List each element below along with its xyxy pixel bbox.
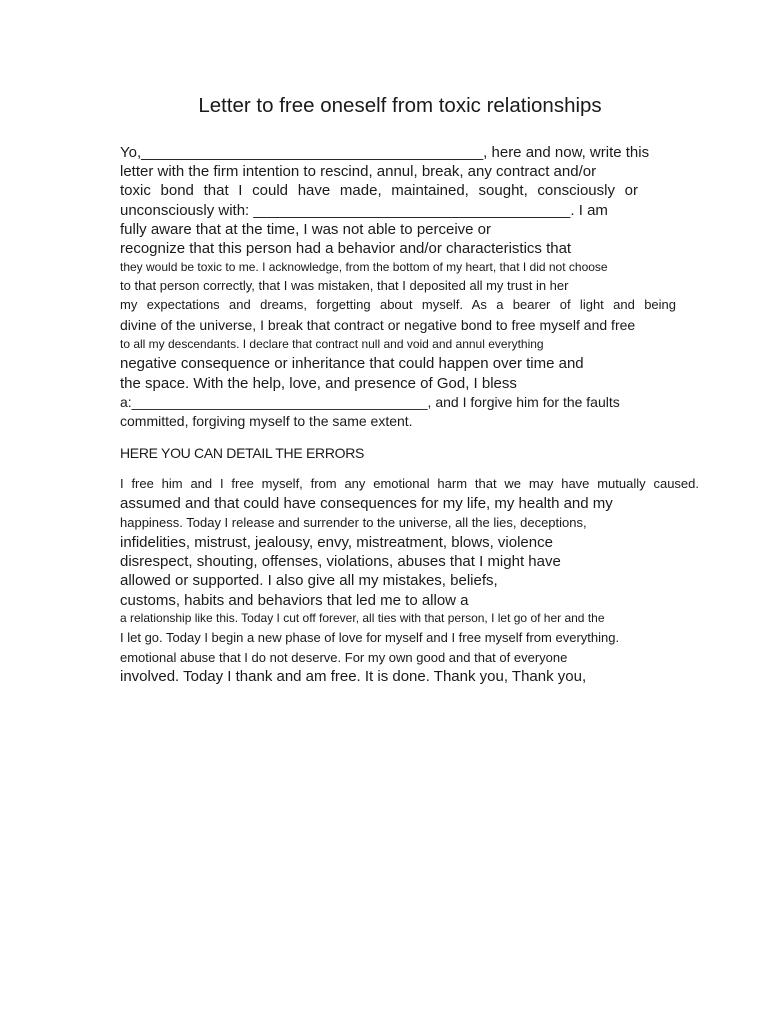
paragraph-line: disrespect, shouting, offenses, violations, abuses that I might have	[120, 553, 561, 570]
paragraph-line: a relationship like this. Today I cut off forever, all ties with that person, I let go of her and the	[120, 611, 605, 625]
paragraph-line: allowed or supported. I also give all my mistakes, beliefs,	[120, 572, 498, 589]
paragraph-line: assumed and that could have consequences for my life, my health and my	[120, 495, 613, 512]
paragraph-line: involved. Today I thank and am free. It is done. Thank you, Thank you,	[120, 668, 587, 685]
paragraph-line: infidelities, mistrust, jealousy, envy, mistreatment, blows, violence	[120, 534, 553, 551]
paragraph-line: they would be toxic to me. I acknowledge, from the bottom of my heart, that I did not choose	[120, 260, 608, 274]
paragraph-line: unconsciously with: ______________________________________. I am	[120, 202, 608, 219]
document-title: Letter to free oneself from toxic relationships	[198, 94, 602, 117]
paragraph-line: customs, habits and behaviors that led me to allow a	[120, 592, 469, 609]
paragraph-line: Yo,_________________________________________, here and now, write this	[120, 144, 650, 161]
paragraph-line: negative consequence or inheritance that could happen over time and	[120, 355, 584, 372]
paragraph-line: I let go. Today I begin a new phase of love for myself and I free myself from everything.	[120, 630, 620, 645]
paragraph-line: a:______________________________________, and I forgive him for the faults	[120, 394, 620, 410]
paragraph-line: the space. With the help, love, and presence of God, I bless	[120, 375, 517, 392]
paragraph-line: to that person correctly, that I was mistaken, that I deposited all my trust in her	[120, 278, 569, 293]
paragraph-line: emotional abuse that I do not deserve. For my own good and that of everyone	[120, 650, 568, 665]
paragraph-line: I free him and I free myself, from any emotional harm that we may have mutually caused.	[120, 476, 699, 491]
paragraph-line: toxic bond that I could have made, maintained, sought, consciously or	[120, 182, 638, 199]
paragraph-line: happiness. Today I release and surrender to the universe, all the lies, deceptions,	[120, 515, 587, 530]
paragraph-line: recognize that this person had a behavior and/or characteristics that	[120, 240, 572, 257]
paragraph-line: my expectations and dreams, forgetting about myself. As a bearer of light and being	[120, 297, 676, 312]
paragraph-line: divine of the universe, I break that contract or negative bond to free myself and free	[120, 317, 636, 333]
paragraph-line: fully aware that at the time, I was not able to perceive or	[120, 221, 492, 238]
paragraph-line: letter with the firm intention to rescind, annul, break, any contract and/or	[120, 163, 597, 180]
paragraph-line: to all my descendants. I declare that contract null and void and annul everything	[120, 337, 544, 351]
errors-heading: HERE YOU CAN DETAIL THE ERRORS	[120, 445, 365, 461]
paragraph-line: committed, forgiving myself to the same extent.	[120, 413, 413, 429]
